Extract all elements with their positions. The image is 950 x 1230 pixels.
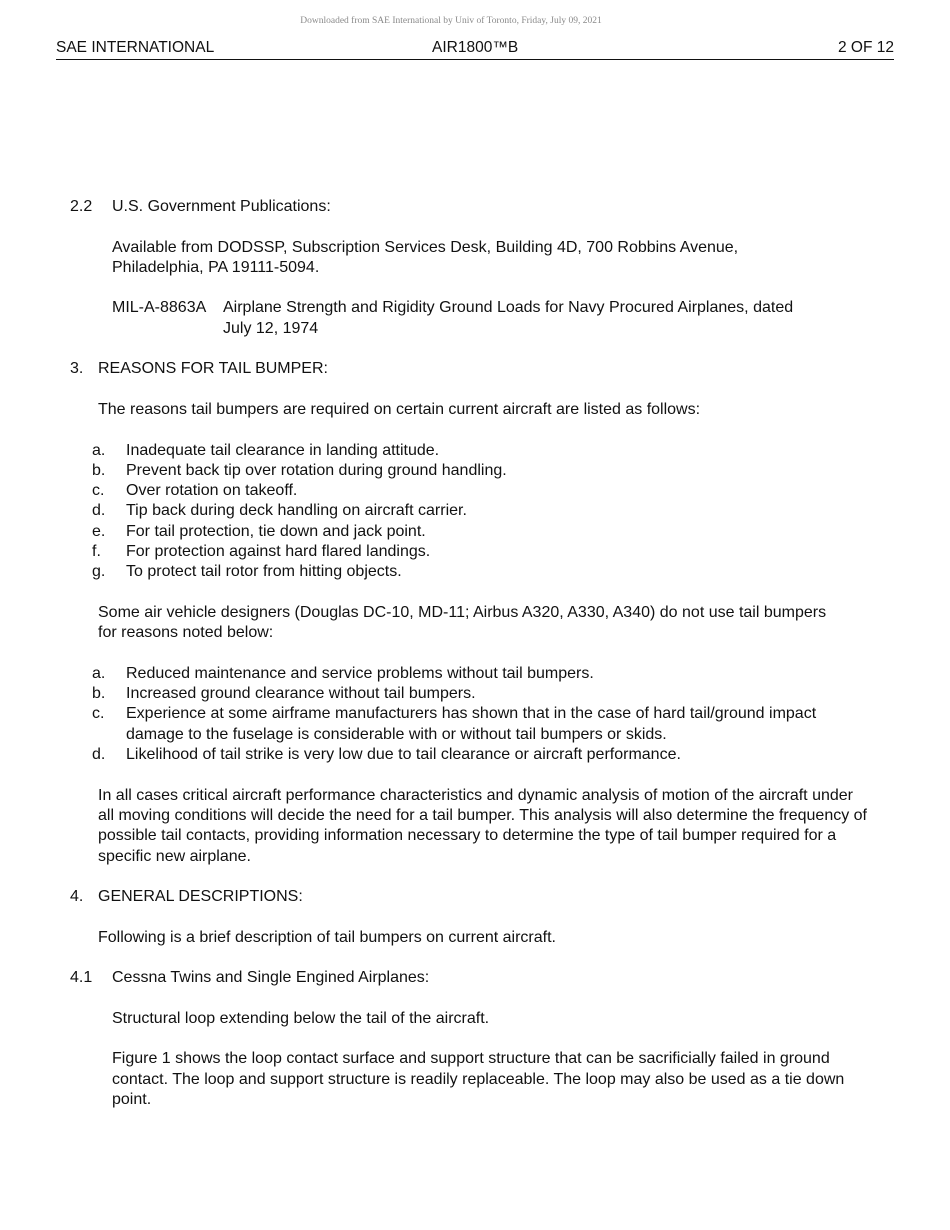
item-letter: c. [92,482,105,500]
item-text: For protection against hard flared landings. [126,543,431,561]
section-title: GENERAL DESCRIPTIONS: [98,888,303,906]
list-item [70,522,870,542]
section-2-2-heading [70,197,870,217]
list-item [70,684,870,704]
section-4-1-heading [70,968,870,988]
download-watermark: Downloaded from SAE International by Univ of Toronto, Friday, July 09, 2021 [300,16,602,26]
item-letter: d. [92,746,106,764]
item-text: Likelihood of tail strike is very low due to tail clearance or aircraft performance. [126,746,681,764]
section-4-heading [70,887,870,907]
section-number: 2.2 [70,198,93,215]
item-letter: g. [92,563,106,581]
section-title: Cessna Twins and Single Engined Airplanes: [112,969,430,987]
section-number: 4. [70,888,84,906]
item-text: Prevent back tip over rotation during ground handling. [126,461,507,479]
item-letter: e. [92,522,106,540]
item-text: Inadequate tail clearance in landing attitude. [126,441,440,459]
list-item [70,461,870,481]
conclusion-paragraph: In all cases critical aircraft performance characteristics and dynamic analysis of motion of the aircraft under all moving conditions will decide the need for a tail bumper. This analysis will also determine the frequency of possible tail contacts, providing information necessary to determine the type of tail bumper required for a specific new airplane. [98,786,867,865]
list-item [70,441,870,461]
designers-paragraph: Some air vehicle designers (Douglas DC-10, MD-11; Airbus A320, A330, A340) do not use tail bumpers for reasons noted below: [98,603,827,642]
list-item [70,542,870,562]
item-text: To protect tail rotor from hitting objects. [126,563,402,581]
section-3-heading [70,359,870,379]
header-organization: SAE INTERNATIONAL [56,39,215,56]
item-letter: a. [92,664,106,682]
figure-1-paragraph: Figure 1 shows the loop contact surface and support structure that can be sacrificially failed in ground contact. The loop and support structure is readily replaceable. The loop may also be used as a tie down point. [112,1050,845,1109]
item-letter: b. [92,461,106,479]
list-item [70,562,870,582]
cessna-description: Structural loop extending below the tail of the aircraft. [112,1009,490,1027]
reasons-list [70,441,870,583]
item-letter: c. [92,705,105,723]
reference-title: Airplane Strength and Rigidity Ground Loads for Navy Procured Airplanes, dated July 12, 1974 [223,299,794,337]
general-descriptions-intro: Following is a brief description of tail bumpers on current aircraft. [98,928,556,946]
item-text: For tail protection, tie down and jack point. [126,522,426,540]
item-text: Over rotation on takeoff. [126,482,298,500]
item-letter: f. [92,543,101,561]
item-text: Experience at some airframe manufacturers has shown that in the case of hard tail/ground impact damage to the fuselage is considerable with or without tail bumpers or skids. [126,705,817,743]
section-title: REASONS FOR TAIL BUMPER: [98,360,328,378]
nonuse-reasons-list [70,664,870,765]
list-item [70,481,870,501]
availability-paragraph: Available from DODSSP, Subscription Services Desk, Building 4D, 700 Robbins Avenue, Philadelphia, PA 19111-5094. [112,238,739,276]
list-item [70,501,870,521]
list-item [70,664,870,684]
item-letter: d. [92,502,106,520]
reference-entry [112,298,803,339]
item-letter: a. [92,441,106,459]
reference-code: MIL-A-8863A [112,299,207,317]
list-item [70,704,870,745]
reasons-intro: The reasons tail bumpers are required on certain current aircraft are listed as follows: [98,400,701,418]
list-item [70,745,870,765]
document-body [70,197,870,1110]
section-number: 4.1 [70,969,93,987]
item-text: Increased ground clearance without tail bumpers. [126,685,476,703]
section-number: 3. [70,360,84,378]
item-text: Tip back during deck handling on aircraft carrier. [126,502,467,520]
page-header [56,38,894,60]
item-letter: b. [92,685,106,703]
item-text: Reduced maintenance and service problems without tail bumpers. [126,664,594,682]
section-title: U.S. Government Publications: [112,198,331,215]
header-page-number: 2 OF 12 [838,39,894,56]
header-document-id: AIR1800™B [432,39,519,56]
